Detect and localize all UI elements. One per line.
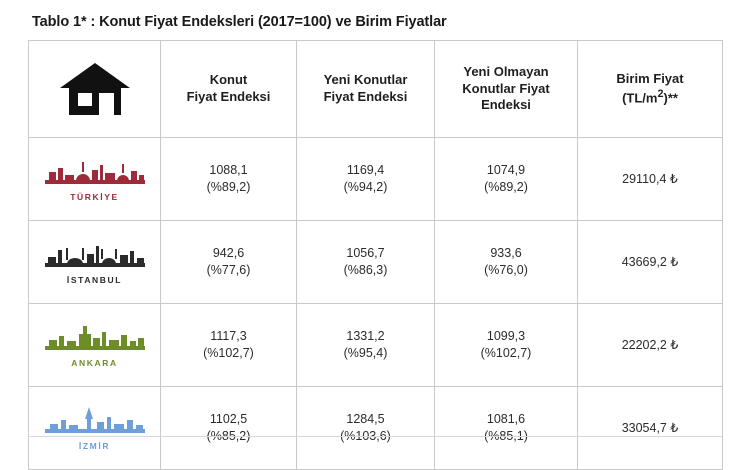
cell-yeni-index bbox=[297, 387, 435, 470]
turkiye-skyline-icon bbox=[29, 156, 160, 190]
table-row bbox=[29, 304, 723, 387]
city-label: İSTANBUL bbox=[66, 275, 123, 286]
cell-konut-index bbox=[161, 221, 297, 304]
value-change: (%85,1) bbox=[484, 429, 528, 443]
izmir-skyline-icon bbox=[29, 405, 160, 439]
cell-konut-index bbox=[161, 387, 297, 470]
cell-birim-fiyat: 33054,7 ₺ bbox=[578, 387, 723, 470]
cell-birim-fiyat: 43669,2 ₺ bbox=[578, 221, 723, 304]
header-yeni-konutlar-fiyat-endeksi: Yeni Konutlar Fiyat Endeksi bbox=[297, 41, 435, 138]
ankara-skyline-icon bbox=[29, 322, 160, 356]
housing-price-index-table bbox=[28, 40, 723, 470]
header-house-icon-cell bbox=[29, 41, 161, 138]
value-change: (%89,2) bbox=[206, 180, 251, 194]
city-cell-istanbul bbox=[29, 221, 161, 304]
page-title: Tablo 1* : Konut Fiyat Endeksleri (2017=100) ve Birim Fiyatlar bbox=[32, 14, 447, 30]
value-change: (%76,0) bbox=[484, 263, 528, 277]
value-index: 933,6 bbox=[490, 246, 522, 261]
value-change: (%102,7) bbox=[480, 346, 532, 360]
table-row bbox=[29, 387, 723, 470]
city-label: ANKARA bbox=[71, 358, 118, 369]
header-yeni-olmayan-konutlar-fiyat-endeksi: Yeni Olmayan Konutlar Fiyat Endeksi bbox=[435, 41, 578, 138]
cell-yeni-olmayan-index bbox=[435, 387, 578, 470]
cell-yeni-olmayan-index bbox=[435, 221, 578, 304]
table-row bbox=[29, 221, 723, 304]
value-change: (%86,3) bbox=[343, 263, 388, 277]
value-change: (%89,2) bbox=[484, 180, 528, 194]
value-index: 1088,1 bbox=[209, 163, 248, 178]
cell-yeni-olmayan-index bbox=[435, 138, 578, 221]
cell-konut-index bbox=[161, 304, 297, 387]
value-index: 1284,5 bbox=[346, 412, 385, 427]
header-birim-fiyat: Birim Fiyat $(TL/m^2)**$ bbox=[578, 41, 723, 138]
value-index: 1056,7 bbox=[346, 246, 385, 261]
value-index: 1169,4 bbox=[346, 163, 385, 178]
value-index: 1117,3 bbox=[210, 329, 247, 344]
value-change: (%102,7) bbox=[203, 346, 254, 360]
value-index: 1331,2 bbox=[346, 329, 385, 344]
footer-divider bbox=[28, 436, 722, 437]
cell-yeni-index bbox=[297, 138, 435, 221]
city-label: İZMİR bbox=[78, 441, 111, 452]
city-cell-izmir bbox=[29, 387, 161, 470]
istanbul-skyline-icon bbox=[29, 239, 160, 273]
value-change: (%103,6) bbox=[340, 429, 391, 443]
value-change: (%85,2) bbox=[206, 429, 251, 443]
header-konut-fiyat-endeksi: Konut Fiyat Endeksi bbox=[161, 41, 297, 138]
value-index: 942,6 bbox=[212, 246, 245, 261]
value-change: (%94,2) bbox=[343, 180, 388, 194]
table-row bbox=[29, 138, 723, 221]
city-label: TÜRKİYE bbox=[70, 192, 119, 203]
value-index: 1102,5 bbox=[209, 412, 248, 427]
value-index: 1074,9 bbox=[486, 163, 526, 178]
cell-birim-fiyat: 22202,2 ₺ bbox=[578, 304, 723, 387]
city-cell-ankara bbox=[29, 304, 161, 387]
cell-konut-index bbox=[161, 138, 297, 221]
cell-yeni-index bbox=[297, 304, 435, 387]
house-icon bbox=[29, 61, 160, 117]
value-change: (%95,4) bbox=[343, 346, 388, 360]
cell-birim-fiyat: 29110,4 ₺ bbox=[578, 138, 723, 221]
value-index: 1081,6 bbox=[486, 412, 526, 427]
table-header-row bbox=[29, 41, 723, 138]
cell-yeni-index bbox=[297, 221, 435, 304]
value-index: 1099,3 bbox=[486, 329, 526, 344]
value-change: (%77,6) bbox=[206, 263, 251, 277]
cell-yeni-olmayan-index bbox=[435, 304, 578, 387]
city-cell-turkiye bbox=[29, 138, 161, 221]
